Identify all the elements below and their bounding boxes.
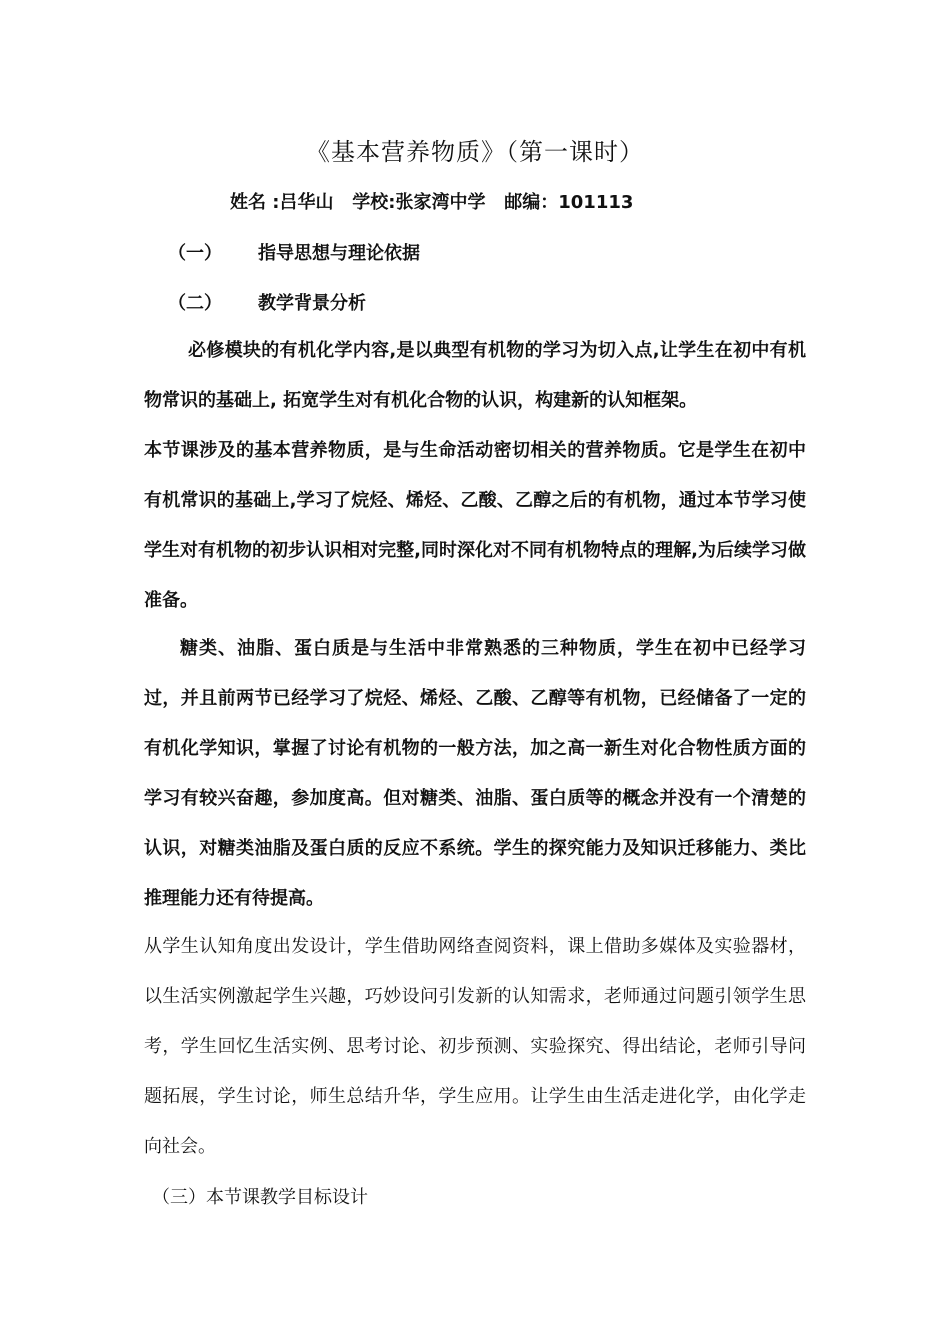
section-title: 指导思想与理论依据 <box>258 243 420 264</box>
paragraph-1: 必修模块的有机化学内容,是以典型有机物的学习为切入点,让学生在初中有机物常识的基础上, 拓宽学生对有机化合物的认识，构建新的认知框架。 <box>144 340 806 411</box>
section-number: （二） <box>168 293 222 314</box>
section-heading-1 <box>168 239 420 265</box>
section-heading-3: （三）本节课教学目标设计 <box>152 1187 368 1208</box>
document-title: 《基本营养物质》（第一课时） <box>306 138 644 166</box>
paragraph-3: 糖类、油脂、蛋白质是与生活中非常熟悉的三种物质，学生在初中已经学习过，并且前两节已经学习了烷烃、烯烃、乙酸、乙醇等有机物，已经储备了一定的有机化学知识，掌握了讨论有机物的一般方法，加之高一新生对化合物性质方面的学习有较兴奋趣，参加度高。但对糖类、油脂、蛋白质等的概念并没有一个清楚的认识，对糖类油脂及蛋白质的反应不系统。学生的探究能力及知识迁移能力、类比推理能力还有待提高。 <box>144 638 806 909</box>
section-title: 教学背景分析 <box>258 293 366 314</box>
section-heading-2 <box>168 289 366 315</box>
section-number: （一） <box>168 243 222 264</box>
paragraph-4: 从学生认知角度出发设计，学生借助网络查阅资料，课上借助多媒体及实验器材，以生活实例激起学生兴趣，巧妙设问引发新的认知需求，老师通过问题引领学生思考，学生回忆生活实例、思考讨论、初步预测、实验探究、得出结论，老师引导问题拓展，学生讨论，师生总结升华，学生应用。让学生由生活走进化学，由化学走向社会。 <box>144 936 806 1157</box>
paragraph-2: 本节课涉及的基本营养物质，是与生命活动密切相关的营养物质。它是学生在初中有机常识的基础上,学习了烷烃、烯烃、乙酸、乙醇之后的有机物，通过本节学习使学生对有机物的初步认识相对完整,同时深化对不同有机物特点的理解,为后续学习做准备。 <box>144 440 806 611</box>
author-line: 姓名 :吕华山 学校:张家湾中学 邮编：101113 <box>230 192 634 213</box>
